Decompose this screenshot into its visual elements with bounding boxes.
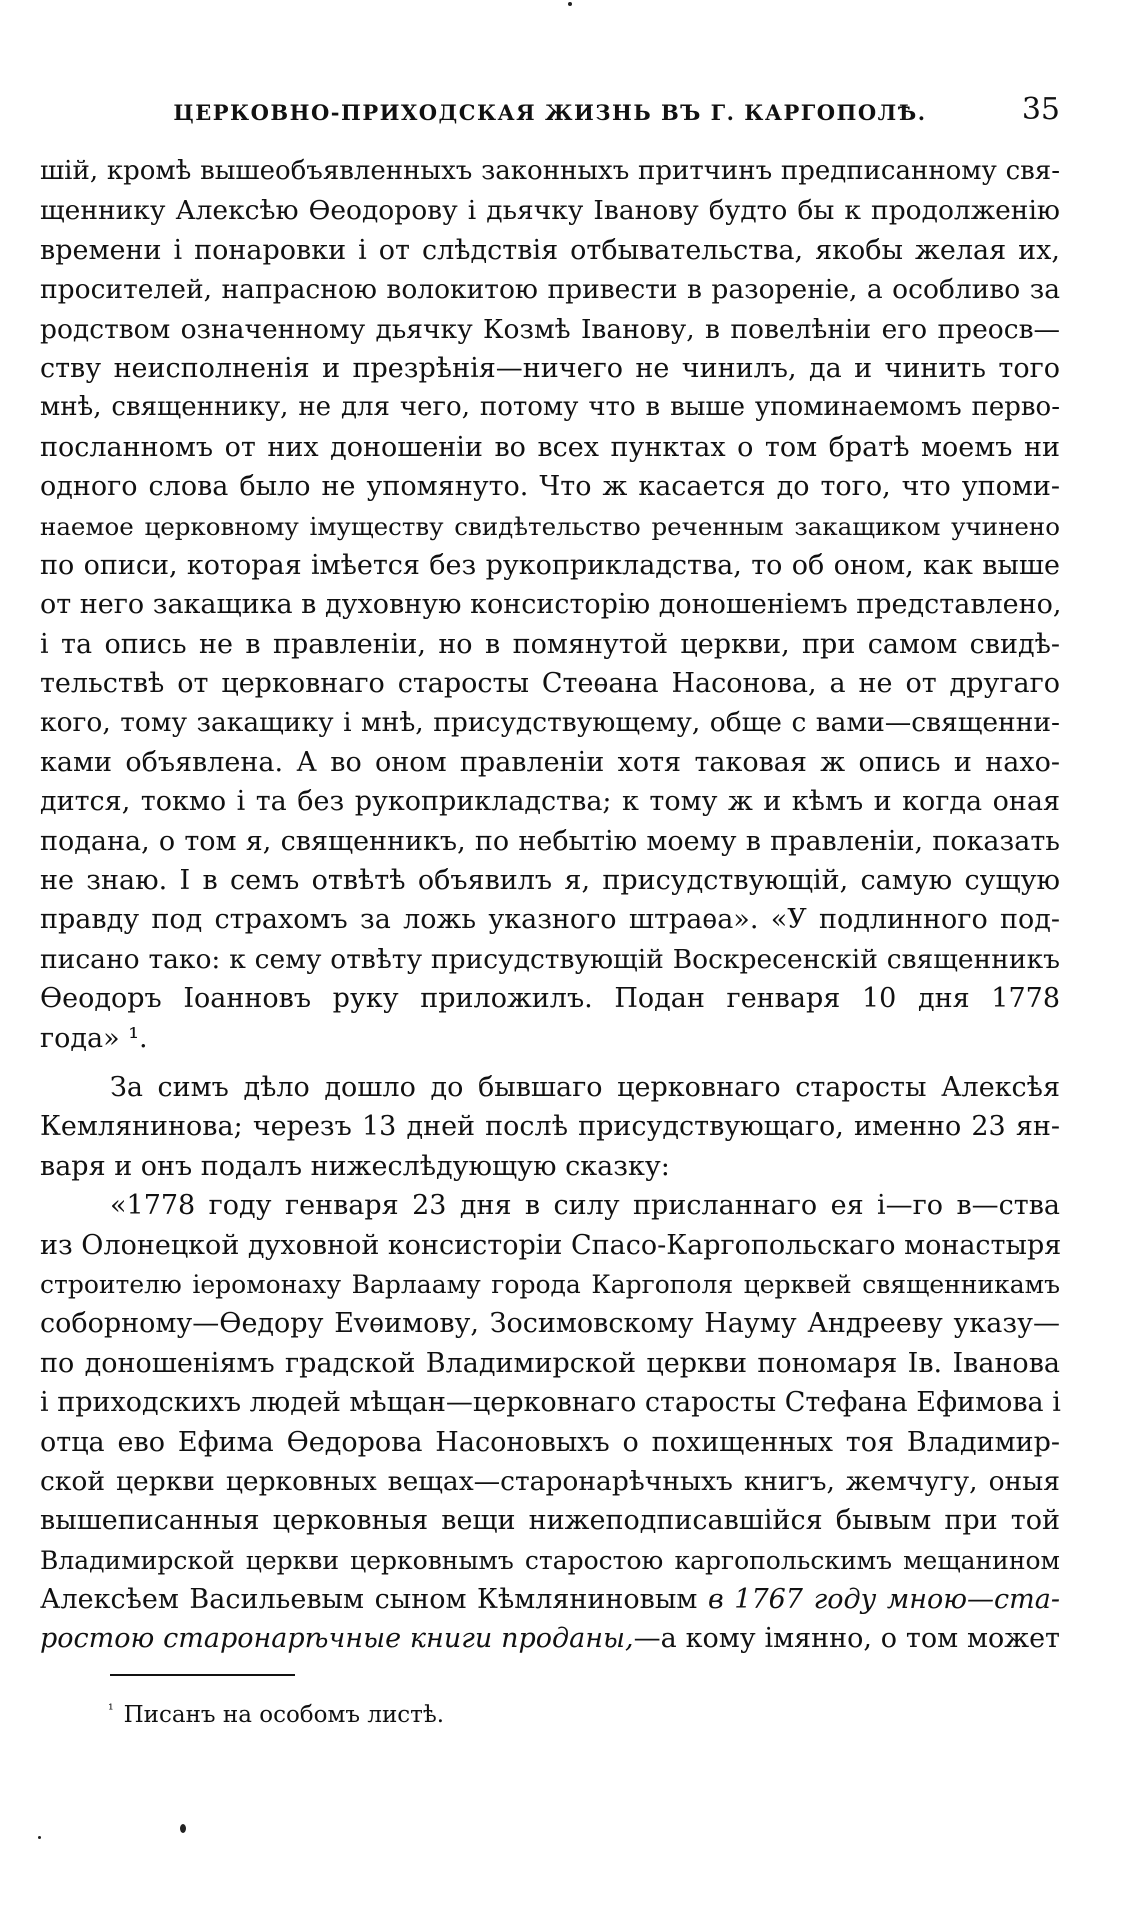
text-line: времени і понаровки і от слѣдствія отбывательства, якобы желая их, xyxy=(40,234,1060,266)
text-line: просителей, напрасною волокитою привести в разореніе, а особливо за xyxy=(40,274,1060,306)
text-line: тельствѣ от церковнаго старосты Стеѳана Насонова, а не от другаго xyxy=(40,668,1060,700)
ink-speck xyxy=(568,2,572,6)
text-line: наемое церковному імуществу свидѣтельство реченным закащиком учинено xyxy=(40,511,1060,541)
text-line: і та опись не в правленіи, но в помянутой церкви, при самом свидѣ- xyxy=(40,628,1060,660)
text-line: писано тако: к сему отвѣту присудствующій Воскресенскій священникъ xyxy=(40,943,1060,975)
text-line: За симъ дѣло дошло до бывшаго церковнаго старосты Алексѣя xyxy=(110,1071,1060,1103)
text-line: дится, токмо і та без рукоприкладства; к тому ж и кѣмъ и когда оная xyxy=(40,786,1060,818)
running-head xyxy=(40,92,1060,132)
text-line: подана, о том я, священникъ, по небытію моему в правленіи, показать xyxy=(40,825,1060,857)
text-line: года» ¹. xyxy=(40,1022,148,1054)
footnote-rule xyxy=(110,1674,295,1676)
text-line: вышеписанныя церковныя вещи нижеподписавшійся бывым при той xyxy=(40,1505,1060,1537)
italic-phrase: в 1767 году мною—ста- xyxy=(707,1584,1060,1616)
text-line: шій, кромѣ вышеобъявленныхъ законныхъ притчинъ предписанному свя- xyxy=(40,156,1060,186)
text-line: из Олонецкой духовной консисторіи Спасо-Каргопольскаго монастыря xyxy=(40,1229,1062,1261)
text-line: по описи, которая імѣется без рукоприкладства, то об оном, как выше xyxy=(40,549,1060,581)
text-line: отца ево Ефима Ѳедорова Насоновыхъ о похищенных тоя Владимир- xyxy=(40,1426,1060,1458)
page-number: 35 xyxy=(1021,92,1060,127)
text-line: «1778 году генваря 23 дня в силу присланнаго ея і—го в—ства xyxy=(110,1190,1060,1222)
ink-speck xyxy=(38,1836,41,1839)
text-line: Ѳеодоръ Іоанновъ руку приложилъ. Подан генваря 10 дня 1778 xyxy=(40,983,1060,1015)
text-line: Кемлянинова; черезъ 13 дней послѣ присудствующаго, именно 23 ян- xyxy=(40,1111,1060,1143)
text-line: ской церкви церковных вещах—старонарѣчныхъ книгъ, жемчугу, оныя xyxy=(40,1465,1060,1497)
text-line: варя и онъ подалъ нижеслѣдующую сказку: xyxy=(40,1150,670,1182)
text-line xyxy=(40,1580,1060,1619)
text-line: одного слова было не упомянуто. Что ж касается до того, что упоми- xyxy=(40,471,1060,503)
text-line: і приходскихъ людей мѣщан—церковнаго старосты Стефана Ефимова і xyxy=(40,1387,1061,1419)
text-line: ству неисполненія и презрѣнія—ничего не чинилъ, да и чинить того xyxy=(40,352,1060,384)
text-line: соборному—Ѳедору Еvѳимову, Зосимовскому Науму Андрееву указу— xyxy=(40,1308,1060,1340)
text-segment: Алексѣем Васильевым сыном Кѣмляниновым xyxy=(40,1584,698,1616)
text-line: не знаю. І в семъ отвѣтѣ объявилъ я, присудствующій, самую сущую xyxy=(40,865,1060,897)
italic-phrase: ростою старонарѣчные книги проданы, xyxy=(40,1623,634,1655)
running-title: ЦЕРКОВНО-ПРИХОДСКАЯ ЖИЗНЬ ВЪ Г. КАРГОПОЛѢ. xyxy=(173,100,927,125)
text-segment: —а кому імянно, о том может xyxy=(633,1623,1060,1655)
footnote-text: Писанъ на особомъ листѣ. xyxy=(123,1702,445,1728)
text-line: родством означенному дьячку Козмѣ Іванову, в повелѣніи его преосв— xyxy=(40,313,1060,345)
text-line: Владимирской церкви церковнымъ старостою каргопольскимъ мещанином xyxy=(40,1545,1060,1575)
footnote xyxy=(108,1702,444,1728)
text-line: строителю іеромонаху Варлааму города Каргополя церквей священникамъ xyxy=(40,1269,1060,1299)
text-line xyxy=(40,1619,1060,1658)
text-line: правду под страхомъ за ложь указного штраѳа». «У подлинного под- xyxy=(40,904,1060,936)
text-line: по доношеніямъ градской Владимирской церкви пономаря Ів. Іванова xyxy=(40,1347,1060,1379)
text-line: от него закащика в духовную консисторію доношеніемъ представлено, xyxy=(40,589,1062,621)
ink-speck xyxy=(180,1824,186,1833)
text-line: кого, тому закащику і мнѣ, присудствующему, обще с вами—священни- xyxy=(40,707,1060,739)
text-line: щеннику Алексѣю Ѳеодорову і дьячку Іванову будто бы к продолженію xyxy=(40,195,1060,227)
text-line: мнѣ, священнику, не для чего, потому что в выше упоминаемомъ перво- xyxy=(40,392,1060,423)
footnote-marker: ¹ xyxy=(108,1702,114,1718)
text-line: ками объявлена. А во оном правленіи хотя таковая ж опись и нахо- xyxy=(40,746,1060,778)
text-line: посланномъ от них доношеніи во всех пунктах о том братѣ моемъ ни xyxy=(40,431,1060,463)
body-text xyxy=(40,152,1060,1659)
